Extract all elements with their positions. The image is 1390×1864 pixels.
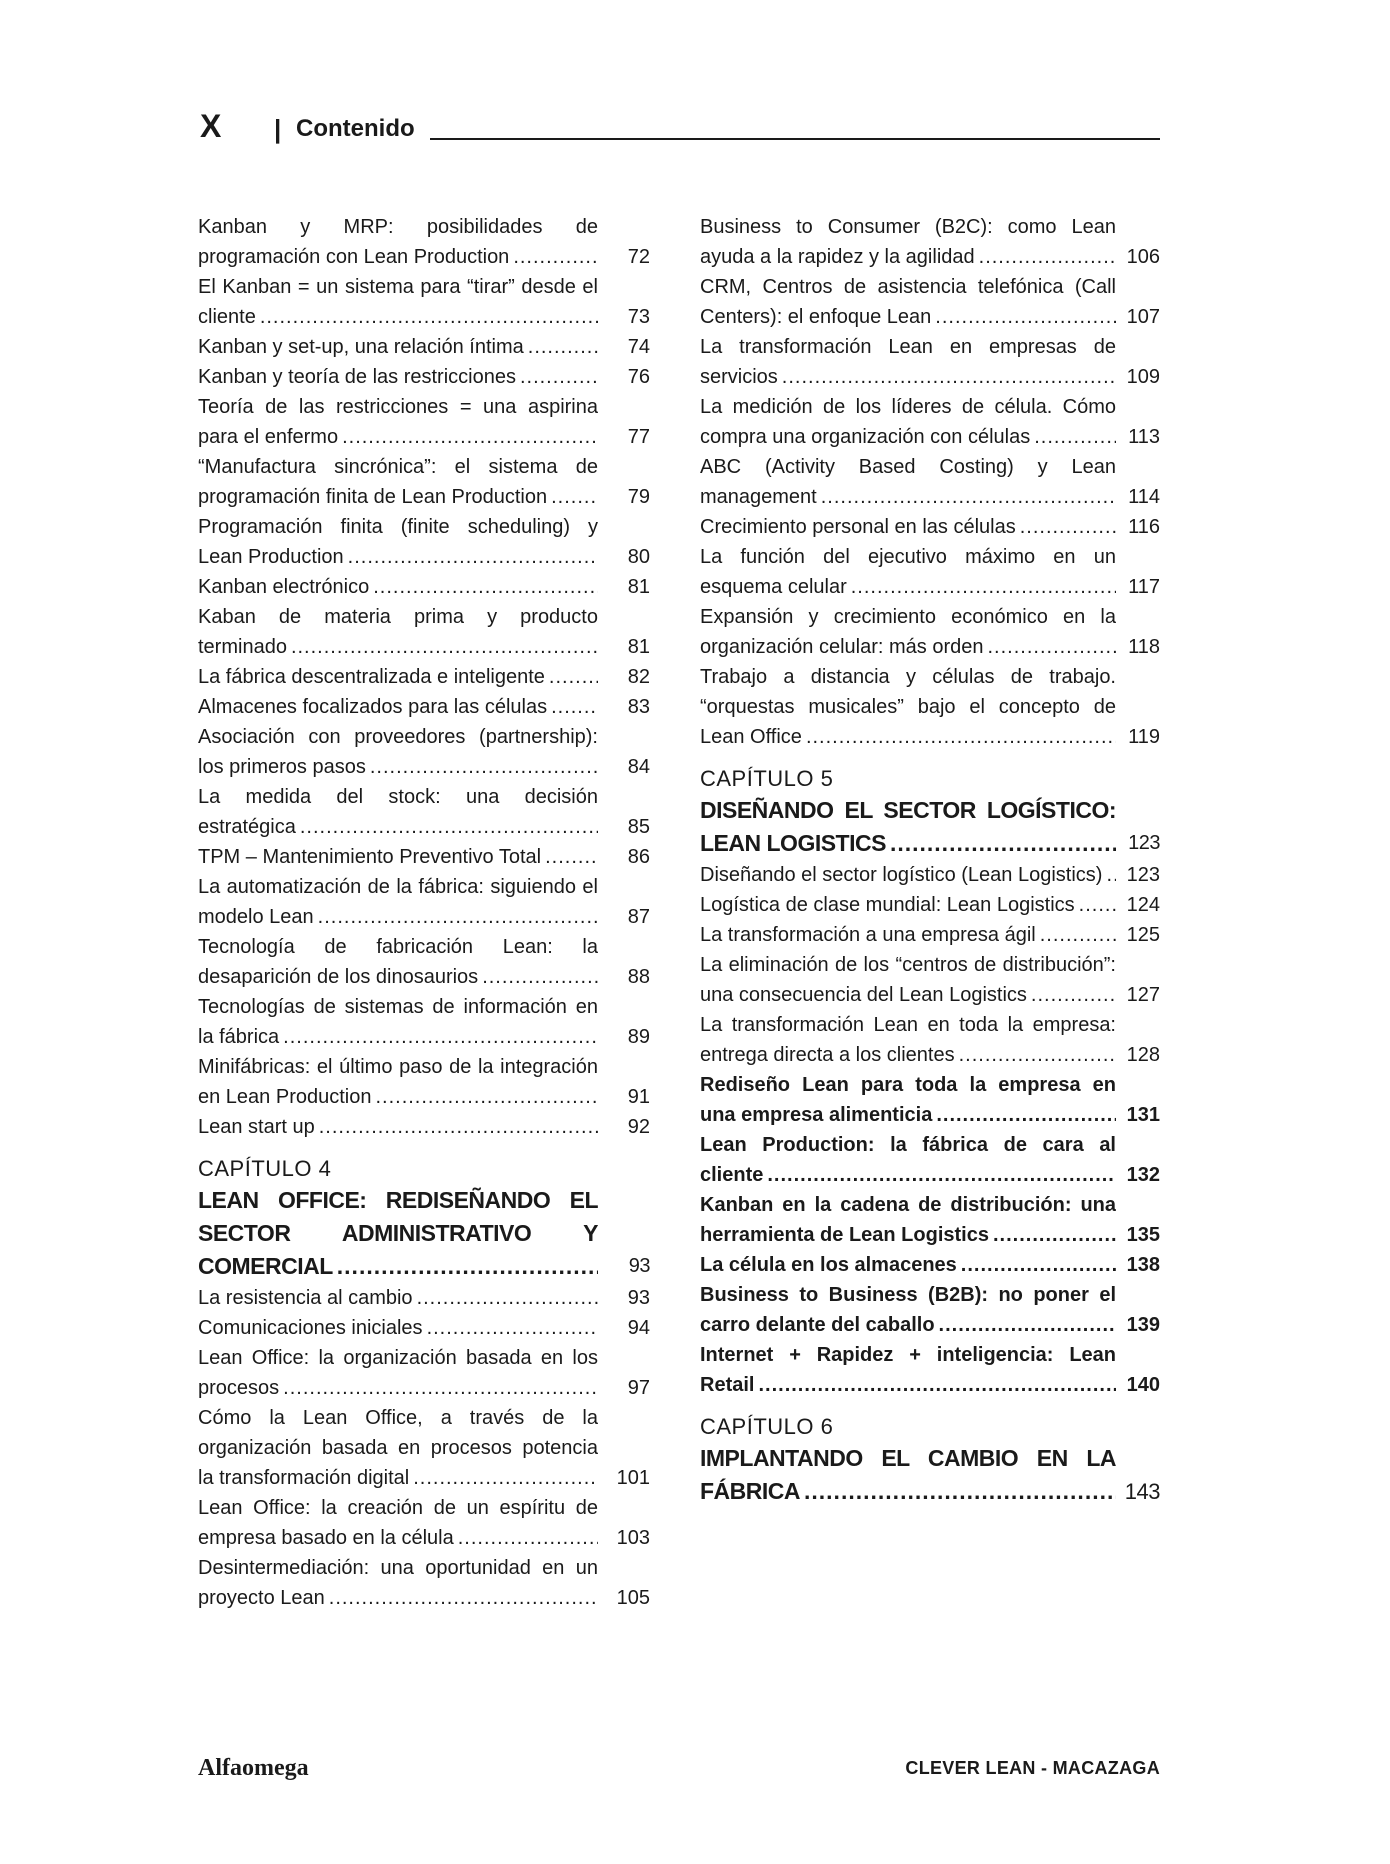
toc-entry-title: Kanban en la cadena de distribución: una herramienta de Lean Logistics [700,1194,1116,1246]
toc-entry-title: Kanban y teoría de las restricciones [198,366,520,388]
toc-entry[interactable] [198,572,650,602]
toc-entry-page: 73 [598,302,650,332]
toc-entry-title: La transformación a una empresa ágil [700,924,1040,946]
toc-entry[interactable] [198,992,650,1052]
toc-entry-title: Teoría de las restricciones = una aspirina para el enfermo [198,396,598,448]
toc-entry-page: 97 [598,1373,650,1403]
toc-entry-title: Tecnologías de sistemas de información en la fábrica [198,996,598,1048]
chapter-5-page: 123 [1116,827,1160,860]
toc-entry-page: 132 [1116,1160,1160,1190]
chapter-5-title: DISEÑANDO EL SECTOR LOGÍSTICO: LEAN LOGISTICS [700,797,1116,856]
toc-entry[interactable] [700,1190,1160,1250]
toc-entry-title: Lean start up [198,1116,319,1138]
toc-entry[interactable] [700,662,1160,752]
toc-entry-page: 82 [598,662,650,692]
toc-entry[interactable] [198,1184,650,1283]
toc-entry-title: Expansión y crecimiento económico en la organización celular: más orden [700,606,1116,658]
toc-entry-page: 113 [1116,422,1160,452]
toc-entry-page: 107 [1116,302,1160,332]
toc-list [700,860,1160,1400]
toc-entry-page: 128 [1116,1040,1160,1070]
chapter-6-heading [700,1412,1160,1508]
toc-entry[interactable] [700,272,1160,332]
chapter-6-page: 143 [1116,1475,1160,1508]
toc-entry-title: TPM – Mantenimiento Preventivo Total [198,846,545,868]
toc-entry[interactable] [198,722,650,782]
toc-entry[interactable] [700,1340,1160,1400]
toc-entry-title: Programación finita (finite scheduling) y Lean Production [198,516,598,568]
toc-entry-title: Trabajo a distancia y células de trabajo. “orquestas musicales” bajo el concepto de Lean Office [700,666,1116,748]
toc-entry[interactable] [198,1052,650,1112]
toc-entry-title: La transformación Lean en empresas de servicios [700,336,1116,388]
toc-entry[interactable] [198,1553,650,1613]
toc-entry[interactable] [700,392,1160,452]
toc-entry[interactable] [700,1130,1160,1190]
toc-entry-title: La medición de los líderes de célula. Cómo compra una organización con células [700,396,1116,448]
toc-entry[interactable] [198,392,650,452]
chapter-6-title: IMPLANTANDO EL CAMBIO EN LA FÁBRICA [700,1445,1116,1504]
toc-entry-title: Almacenes focalizados para las células [198,696,551,718]
toc-entry-page: 140 [1116,1370,1160,1400]
toc-entry-page: 93 [598,1283,650,1313]
toc-entry-title: ABC (Activity Based Costing) y Lean management [700,456,1116,508]
toc-entry-title: Kanban y MRP: posibilidades de programación con Lean Production [198,216,598,268]
toc-entry-title: Crecimiento personal en las células [700,516,1020,538]
toc-entry[interactable] [700,1250,1160,1280]
toc-entry-title: La medida del stock: una decisión estratégica [198,786,598,838]
toc-entry-page: 118 [1116,632,1160,662]
toc-entry-page: 84 [598,752,650,782]
toc-entry[interactable] [198,872,650,932]
toc-entry[interactable] [700,542,1160,602]
toc-entry-page: 109 [1116,362,1160,392]
chapter-4-heading [198,1154,650,1283]
toc-right-column [700,212,1160,1508]
toc-entry-title: CRM, Centros de asistencia telefónica (Call Centers): el enfoque Lean [700,276,1116,328]
toc-entry-page: 88 [598,962,650,992]
toc-entry-page: 119 [1116,722,1160,752]
chapter-6-label: CAPÍTULO 6 [700,1414,834,1439]
toc-entry[interactable] [198,692,650,722]
toc-entry[interactable] [700,950,1160,1010]
chapter-4-page: 93 [598,1250,650,1283]
toc-entry-page: 76 [598,362,650,392]
toc-entry-page: 79 [598,482,650,512]
toc-entry[interactable] [198,1112,650,1142]
toc-entry-title: Business to Consumer (B2C): como Lean ayuda a la rapidez y la agilidad [700,216,1116,268]
header-separator: | [274,114,282,144]
toc-entry[interactable] [700,512,1160,542]
toc-entry-title: La resistencia al cambio [198,1287,417,1309]
toc-entry-page: 116 [1116,512,1160,542]
toc-entry[interactable] [198,662,650,692]
toc-entry[interactable] [198,1343,650,1403]
toc-entry-page: 89 [598,1022,650,1052]
toc-entry-title: Asociación con proveedores (partnership): los primeros pasos [198,726,598,778]
toc-left-column [198,212,650,1613]
toc-entry[interactable] [198,362,650,392]
toc-entry-page: 103 [598,1523,650,1553]
toc-entry-page: 80 [598,542,650,572]
toc-entry-title: Cómo la Lean Office, a través de la organización basada en procesos potencia la transformación digital [198,1407,598,1489]
toc-list [198,212,650,1142]
toc-entry[interactable] [700,920,1160,950]
toc-entry-title: Logística de clase mundial: Lean Logistics [700,894,1079,916]
chapter-5-label: CAPÍTULO 5 [700,766,834,791]
toc-entry[interactable] [700,602,1160,662]
toc-entry-title: Tecnología de fabricación Lean: la desaparición de los dinosaurios [198,936,598,988]
toc-entry-title: La célula en los almacenes [700,1254,961,1276]
toc-entry[interactable] [198,1283,650,1313]
toc-entry[interactable] [198,212,650,272]
toc-entry-title: Lean Office: la creación de un espíritu de empresa basado en la célula [198,1497,598,1549]
toc-entry-page: 127 [1116,980,1160,1010]
toc-entry[interactable] [198,932,650,992]
toc-entry-title: La función del ejecutivo máximo en un esquema celular [700,546,1116,598]
toc-entry-page: 77 [598,422,650,452]
toc-entry-page: 87 [598,902,650,932]
toc-entry-title: Internet + Rapidez + inteligencia: Lean Retail [700,1344,1116,1396]
toc-entry[interactable] [700,860,1160,890]
toc-entry-page: 86 [598,842,650,872]
toc-entry-page: 135 [1116,1220,1160,1250]
toc-entry-title: Kaban de materia prima y producto terminado [198,606,598,658]
toc-list [198,1283,650,1613]
toc-entry-title: Kanban electrónico [198,576,373,598]
toc-entry[interactable] [198,1493,650,1553]
toc-entry-title: Comunicaciones iniciales [198,1317,427,1339]
toc-entry[interactable] [700,1442,1160,1508]
toc-entry-page: 105 [598,1583,650,1613]
toc-entry[interactable] [198,782,650,842]
toc-entry-title: Minifábricas: el último paso de la integración en Lean Production [198,1056,598,1108]
toc-entry[interactable] [700,794,1160,860]
toc-entry-page: 139 [1116,1310,1160,1340]
toc-entry-page: 101 [598,1463,650,1493]
toc-entry-title: Lean Production: la fábrica de cara al cliente [700,1134,1116,1186]
page-header [200,108,1160,148]
publisher-name: Alfaomega [198,1755,309,1781]
toc-entry[interactable] [700,332,1160,392]
toc-entry-title: Lean Office: la organización basada en los procesos [198,1347,598,1399]
toc-list [700,212,1160,752]
toc-entry-title: La eliminación de los “centros de distribución”: una consecuencia del Lean Logistics [700,954,1116,1006]
toc-entry[interactable] [198,332,650,362]
toc-entry-page: 92 [598,1112,650,1142]
toc-entry-page: 114 [1116,482,1160,512]
toc-entry[interactable] [198,512,650,572]
toc-entry-page: 81 [598,572,650,602]
book-title-footer: CLEVER LEAN - MACAZAGA [905,1758,1160,1778]
toc-entry-page: 123 [1116,860,1160,890]
section-title: Contenido [296,115,415,142]
toc-entry-page: 85 [598,812,650,842]
toc-entry[interactable] [700,1280,1160,1340]
toc-entry[interactable] [700,1070,1160,1130]
toc-entry-title: Kanban y set-up, una relación íntima [198,336,528,358]
toc-entry-title: Desintermediación: una oportunidad en un proyecto Lean [198,1557,598,1609]
toc-entry-title: La transformación Lean en toda la empresa: entrega directa a los clientes [700,1014,1116,1066]
toc-entry[interactable] [198,602,650,662]
toc-entry[interactable] [700,1010,1160,1070]
toc-entry-page: 81 [598,632,650,662]
toc-entry-page: 124 [1116,890,1160,920]
toc-entry-title: La automatización de la fábrica: siguiendo el modelo Lean [198,876,598,928]
toc-entry-title: “Manufactura sincrónica”: el sistema de programación finita de Lean Production [198,456,598,508]
toc-entry-page: 91 [598,1082,650,1112]
toc-entry-title: Business to Business (B2B): no poner el carro delante del caballo [700,1284,1116,1336]
toc-entry-title: Rediseño Lean para toda la empresa en una empresa alimenticia [700,1074,1116,1126]
chapter-4-label: CAPÍTULO 4 [198,1156,332,1181]
toc-entry-title: La fábrica descentralizada e inteligente [198,666,549,688]
toc-entry-title: Diseñando el sector logístico (Lean Logistics) [700,864,1106,886]
toc-entry[interactable] [198,452,650,512]
toc-entry-page: 74 [598,332,650,362]
toc-entry[interactable] [198,1313,650,1343]
toc-entry[interactable] [198,842,650,872]
toc-entry[interactable] [700,452,1160,512]
toc-entry-title: El Kanban = un sistema para “tirar” desde el cliente [198,276,598,328]
toc-entry-page: 94 [598,1313,650,1343]
toc-entry-page: 106 [1116,242,1160,272]
toc-entry[interactable] [198,272,650,332]
page-number: X [200,108,223,144]
toc-entry-page: 117 [1116,572,1160,602]
toc-entry-page: 138 [1116,1250,1160,1280]
toc-entry-page: 125 [1116,920,1160,950]
header-rule [430,138,1160,140]
toc-entry[interactable] [700,212,1160,272]
chapter-5-heading [700,764,1160,860]
toc-entry-page: 131 [1116,1100,1160,1130]
toc-entry[interactable] [198,1403,650,1493]
chapter-4-title: LEAN OFFICE: REDISEÑANDO EL SECTOR ADMINISTRATIVO Y COMERCIAL [198,1187,598,1279]
toc-entry-page: 83 [598,692,650,722]
toc-entry[interactable] [700,890,1160,920]
toc-entry-page: 72 [598,242,650,272]
